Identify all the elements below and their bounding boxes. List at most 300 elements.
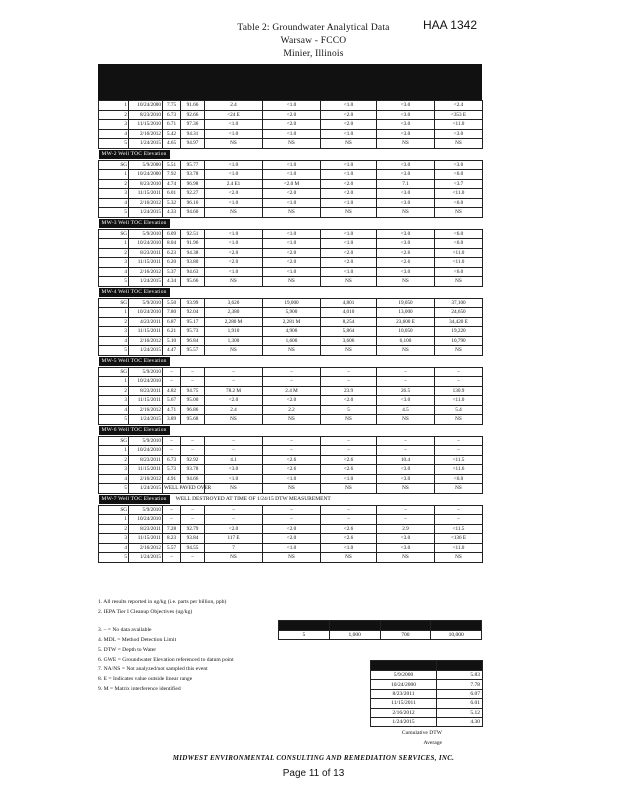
table-cell: 3 bbox=[99, 327, 129, 337]
table-cell: 4 bbox=[99, 474, 129, 484]
table-cell: 2/16/2012 bbox=[129, 405, 163, 415]
table-cell: – bbox=[435, 436, 483, 446]
cumulative-dtw-label: Cumulative DTW bbox=[401, 730, 442, 736]
table-cell: 2.4 bbox=[205, 405, 263, 415]
dtw-date: 11/15/2011 bbox=[371, 699, 437, 708]
table-cell: – bbox=[435, 446, 483, 456]
table-cell: 4,010 bbox=[321, 308, 377, 318]
table-cell: 95.73 bbox=[181, 327, 205, 337]
table-cell: 2/16/2012 bbox=[129, 336, 163, 346]
table-cell: 6.73 bbox=[163, 455, 181, 465]
table-cell: – bbox=[163, 377, 181, 387]
table-cell: 2 bbox=[99, 386, 129, 396]
table-cell: <3.0 bbox=[435, 129, 483, 139]
table-cell: <2.6 bbox=[321, 465, 377, 475]
table-cell: 92.92 bbox=[181, 455, 205, 465]
table-cell: 117 E bbox=[205, 534, 263, 544]
table-cell: <2.0 bbox=[321, 120, 377, 130]
table-cell: NS bbox=[321, 277, 377, 287]
table-cell: 6.73 bbox=[163, 110, 181, 120]
table-cell: – bbox=[263, 515, 321, 525]
table-cell: – bbox=[181, 367, 205, 377]
table-cell: – bbox=[181, 515, 205, 525]
table-row bbox=[99, 465, 483, 475]
table-cell: <2.6 bbox=[263, 455, 321, 465]
table-cell: <2.0 bbox=[321, 248, 377, 258]
dtw-value: 4.30 bbox=[437, 717, 483, 726]
table-cell: 5/9/2000 bbox=[129, 160, 163, 170]
table-cell: 8/23/2010 bbox=[129, 179, 163, 189]
table-row bbox=[99, 367, 483, 377]
table-cell: 6.87 bbox=[163, 317, 181, 327]
note-9: 9. M = Matrix interference identified bbox=[98, 685, 181, 692]
well-header-row bbox=[99, 286, 483, 298]
table-cell: NS bbox=[205, 553, 263, 563]
table-cell: 4/23/2011 bbox=[129, 317, 163, 327]
well-label: MW-6 Well TOC Elevation bbox=[99, 426, 170, 435]
table-cell: <1.0 bbox=[321, 229, 377, 239]
table-cell: – bbox=[181, 553, 205, 563]
table-cell: – bbox=[321, 515, 377, 525]
table-cell: 5 bbox=[321, 405, 377, 415]
table-cell: 95.17 bbox=[181, 317, 205, 327]
table-cell: <6.0 bbox=[435, 239, 483, 249]
table-cell: <3.0 bbox=[377, 101, 435, 111]
table-cell: <2.0 bbox=[321, 258, 377, 268]
table-cell: 5.50 bbox=[163, 298, 181, 308]
table-cell: SG bbox=[99, 367, 129, 377]
table-cell: 5 bbox=[99, 553, 129, 563]
title-line-1: Table 2: Groundwater Analytical Data bbox=[237, 23, 390, 33]
table-cell: – bbox=[263, 367, 321, 377]
table-cell: – bbox=[321, 436, 377, 446]
table-cell: <3.0 bbox=[435, 160, 483, 170]
table-cell: 26.5 bbox=[377, 386, 435, 396]
table-cell: 93.78 bbox=[181, 465, 205, 475]
table-cell: 5 bbox=[99, 346, 129, 356]
table-row bbox=[99, 455, 483, 465]
table-cell: NS bbox=[435, 553, 483, 563]
table-row bbox=[99, 277, 483, 287]
table-cell: 2.4 M bbox=[263, 386, 321, 396]
table-row bbox=[99, 405, 483, 415]
table-cell: 92.79 bbox=[181, 524, 205, 534]
table-cell: 1/24/2015 bbox=[129, 346, 163, 356]
table-cell: 5 bbox=[99, 415, 129, 425]
table-cell: <3.0 bbox=[377, 267, 435, 277]
table-cell: <2.0 bbox=[263, 120, 321, 130]
table-cell: NS bbox=[263, 415, 321, 425]
table-cell: 95.77 bbox=[181, 160, 205, 170]
table-cell: NS bbox=[435, 139, 483, 149]
table-cell: 10,050 bbox=[377, 327, 435, 337]
table-cell: 7.92 bbox=[163, 170, 181, 180]
table-row bbox=[99, 229, 483, 239]
objective-value: 10,000 bbox=[431, 631, 482, 640]
table-row bbox=[99, 101, 483, 111]
table-cell: 4.34 bbox=[163, 277, 181, 287]
table-cell: 94.55 bbox=[181, 543, 205, 553]
well-label: MW-3 Well TOC Elevation bbox=[99, 219, 170, 228]
table-cell: <1.0 bbox=[321, 170, 377, 180]
table-cell: 96.86 bbox=[181, 405, 205, 415]
table-cell: 7.80 bbox=[163, 308, 181, 318]
table-cell: <6.0 bbox=[435, 267, 483, 277]
table-cell: <1.0 bbox=[321, 160, 377, 170]
table-cell: <11.0 bbox=[435, 120, 483, 130]
well-header-row bbox=[99, 493, 483, 505]
table-cell: 4.82 bbox=[163, 386, 181, 396]
table-cell: 10.4 bbox=[377, 455, 435, 465]
table-cell: 34,420 E bbox=[435, 317, 483, 327]
table-cell: 4.47 bbox=[163, 346, 181, 356]
table-cell: 10/24/2010 bbox=[129, 446, 163, 456]
well-label: MW-4 Well TOC Elevation bbox=[99, 288, 170, 297]
table-cell: 5/9/2010 bbox=[129, 505, 163, 515]
table-cell: <1.0 bbox=[321, 474, 377, 484]
page-number: Page 11 of 13 bbox=[282, 768, 345, 779]
table-row bbox=[99, 160, 483, 170]
table-row bbox=[99, 415, 483, 425]
table-row bbox=[99, 446, 483, 456]
table-row bbox=[99, 308, 483, 318]
table-cell: NS bbox=[205, 208, 263, 218]
dtw-date: 1/24/2015 bbox=[371, 717, 437, 726]
table-cell: 11/15/2011 bbox=[129, 465, 163, 475]
cleanup-objectives-table bbox=[278, 620, 482, 640]
table-cell: 94.75 bbox=[181, 386, 205, 396]
table-cell: 7 bbox=[205, 543, 263, 553]
table-row bbox=[99, 515, 483, 525]
table-cell: 93.78 bbox=[181, 170, 205, 180]
table-cell: 4.65 bbox=[163, 139, 181, 149]
table-cell: <1.0 bbox=[263, 543, 321, 553]
table-cell: <11.0 bbox=[435, 258, 483, 268]
table-cell: – bbox=[435, 367, 483, 377]
well-header-row bbox=[99, 148, 483, 160]
table-cell: 1 bbox=[99, 239, 129, 249]
table-cell: <2.0 bbox=[263, 248, 321, 258]
well-header-row bbox=[99, 217, 483, 229]
table-cell: NS bbox=[435, 415, 483, 425]
table-cell: NS bbox=[263, 139, 321, 149]
table-cell: 5 bbox=[99, 484, 129, 494]
table-cell: <11.5 bbox=[435, 455, 483, 465]
table-row bbox=[99, 258, 483, 268]
table-cell: – bbox=[321, 446, 377, 456]
table-cell: <3.0 bbox=[205, 465, 263, 475]
table-cell: – bbox=[205, 446, 263, 456]
table-cell: <1.0 bbox=[263, 198, 321, 208]
table-cell: NS bbox=[321, 208, 377, 218]
table-cell: – bbox=[163, 367, 181, 377]
table-cell: WELL PAVED OVER bbox=[164, 485, 212, 492]
table-cell: – bbox=[205, 367, 263, 377]
table-cell: 5.42 bbox=[163, 129, 181, 139]
table-row bbox=[99, 336, 483, 346]
table-cell: NS bbox=[263, 553, 321, 563]
table-cell: <11.0 bbox=[435, 543, 483, 553]
dtw-row bbox=[371, 689, 483, 698]
table-cell: <2.6 bbox=[321, 455, 377, 465]
table-cell: 6.09 bbox=[163, 229, 181, 239]
table-cell: 94.31 bbox=[181, 129, 205, 139]
table-cell: <1.0 bbox=[321, 129, 377, 139]
dtw-row bbox=[371, 680, 483, 689]
table-cell: <1.0 bbox=[321, 101, 377, 111]
table-cell: 10/24/2010 bbox=[129, 308, 163, 318]
table-cell: – bbox=[321, 367, 377, 377]
table-cell: – bbox=[263, 436, 321, 446]
table-cell: <2.0 bbox=[205, 248, 263, 258]
table-cell: 8/23/2011 bbox=[129, 455, 163, 465]
table-cell: 1 bbox=[99, 101, 129, 111]
table-cell: 5.73 bbox=[163, 465, 181, 475]
table-cell: <2.0 bbox=[321, 110, 377, 120]
table-cell: NS bbox=[205, 139, 263, 149]
table-cell: 5.51 bbox=[163, 160, 181, 170]
table-cell: <11.5 bbox=[435, 524, 483, 534]
table-cell: 95.00 bbox=[181, 396, 205, 406]
table-cell: <1.0 bbox=[205, 267, 263, 277]
table-cell: 2 bbox=[99, 317, 129, 327]
table-cell: <2.0 bbox=[205, 189, 263, 199]
table-cell: <3.0 bbox=[377, 170, 435, 180]
title-line-2: Warsaw - FCCO bbox=[280, 36, 347, 46]
table-cell: NS bbox=[263, 346, 321, 356]
table-cell: 5.32 bbox=[163, 198, 181, 208]
table-cell: 1/24/2015 bbox=[129, 277, 163, 287]
table-cell: SG bbox=[99, 505, 129, 515]
table-cell: – bbox=[163, 505, 181, 515]
table-cell: 37,100 bbox=[435, 298, 483, 308]
table-cell: 2,280 M bbox=[205, 317, 263, 327]
table-cell: <3.0 bbox=[377, 534, 435, 544]
table-cell: <1.0 bbox=[263, 267, 321, 277]
table-cell: 91.96 bbox=[181, 239, 205, 249]
table-cell: <136 E bbox=[435, 534, 483, 544]
table-cell: 10/24/2010 bbox=[129, 239, 163, 249]
table-cell: <3.0 bbox=[377, 465, 435, 475]
groundwater-data-table bbox=[98, 100, 483, 563]
column-header-bar bbox=[98, 64, 482, 100]
table-cell: 1/24/2015 bbox=[129, 484, 163, 494]
notes-block bbox=[98, 598, 234, 694]
table-row bbox=[99, 524, 483, 534]
table-row bbox=[99, 484, 483, 494]
average-label: Average bbox=[423, 740, 442, 746]
table-cell: <2.0 M bbox=[263, 179, 321, 189]
table-cell: 4,900 bbox=[263, 327, 321, 337]
table-cell: 1 bbox=[99, 515, 129, 525]
table-cell: <1.0 bbox=[263, 101, 321, 111]
objective-value: 700 bbox=[380, 631, 431, 640]
note-5: 5. DTW = Depth to Water bbox=[98, 646, 157, 653]
table-cell: 96.16 bbox=[181, 198, 205, 208]
table-cell: 78.2 M bbox=[205, 386, 263, 396]
table-cell: <6.0 bbox=[435, 170, 483, 180]
table-cell: 7.1 bbox=[377, 179, 435, 189]
table-cell: <3.0 bbox=[377, 120, 435, 130]
table-cell: <3.0 bbox=[377, 396, 435, 406]
table-cell: 2.4 bbox=[205, 101, 263, 111]
table-cell: 2/16/2012 bbox=[129, 267, 163, 277]
table-cell: <2.0 bbox=[263, 524, 321, 534]
table-cell: <3.0 bbox=[377, 229, 435, 239]
table-cell: 6.71 bbox=[163, 120, 181, 130]
table-cell: NS bbox=[321, 346, 377, 356]
table-cell: – bbox=[205, 505, 263, 515]
table-cell: – bbox=[321, 377, 377, 387]
table-cell: <3.0 bbox=[377, 543, 435, 553]
table-cell: 92.27 bbox=[181, 189, 205, 199]
table-cell: – bbox=[377, 515, 435, 525]
table-cell: – bbox=[205, 436, 263, 446]
title-line-3: Minier, Illinois bbox=[283, 49, 344, 59]
table-cell: – bbox=[263, 377, 321, 387]
table-cell: 5/9/2010 bbox=[129, 229, 163, 239]
table-cell: 2/16/2012 bbox=[129, 543, 163, 553]
dtw-date: 2/16/2012 bbox=[371, 708, 437, 717]
table-cell: <3.0 bbox=[377, 239, 435, 249]
table-cell: – bbox=[377, 446, 435, 456]
dtw-row bbox=[371, 717, 483, 726]
table-row bbox=[99, 248, 483, 258]
table-cell: <11.0 bbox=[435, 248, 483, 258]
table-cell: 2,380 bbox=[205, 308, 263, 318]
table-cell: – bbox=[377, 436, 435, 446]
table-cell: – bbox=[435, 377, 483, 387]
table-cell: 3,606 bbox=[321, 336, 377, 346]
table-cell: <1.0 bbox=[263, 474, 321, 484]
table-cell: 2 bbox=[99, 110, 129, 120]
table-cell: <2.0 bbox=[205, 258, 263, 268]
table-cell: 5.37 bbox=[163, 267, 181, 277]
objective-value: 1,000 bbox=[329, 631, 380, 640]
table-row bbox=[99, 534, 483, 544]
table-cell: NS bbox=[321, 139, 377, 149]
table-row bbox=[99, 317, 483, 327]
table-cell: 94.97 bbox=[181, 139, 205, 149]
table-cell: 1/24/2015 bbox=[129, 208, 163, 218]
table-cell: – bbox=[435, 505, 483, 515]
table-cell: 7.28 bbox=[163, 524, 181, 534]
table-cell: 8/23/2011 bbox=[129, 524, 163, 534]
table-row bbox=[99, 239, 483, 249]
table-cell: 23.9 bbox=[321, 386, 377, 396]
table-cell: NS bbox=[377, 208, 435, 218]
well-label: MW-7 Well TOC Elevation bbox=[99, 495, 170, 504]
table-cell: NS bbox=[377, 415, 435, 425]
table-cell: 8/23/2010 bbox=[129, 110, 163, 120]
table-cell: 8.04 bbox=[163, 239, 181, 249]
table-cell: 6,100 bbox=[377, 336, 435, 346]
table-cell: 3.89 bbox=[163, 415, 181, 425]
table-cell: 3 bbox=[99, 258, 129, 268]
table-cell: <1.0 bbox=[205, 198, 263, 208]
table-cell: NS bbox=[321, 484, 377, 494]
table-cell: 1,600 bbox=[263, 336, 321, 346]
table-cell: <1.0 bbox=[263, 229, 321, 239]
table-cell: 1/24/2015 bbox=[129, 139, 163, 149]
table-cell: NS bbox=[321, 553, 377, 563]
table-cell: <1.0 bbox=[205, 239, 263, 249]
table-cell: SG bbox=[99, 160, 129, 170]
table-cell: 2 bbox=[99, 248, 129, 258]
table-cell: <1.0 bbox=[205, 129, 263, 139]
objective-value: 5 bbox=[279, 631, 330, 640]
table-cell: – bbox=[321, 505, 377, 515]
dtw-value: 7.78 bbox=[437, 680, 483, 689]
table-cell: – bbox=[377, 367, 435, 377]
table-cell: 2 bbox=[99, 455, 129, 465]
table-cell: <1.0 bbox=[205, 120, 263, 130]
table-cell: – bbox=[377, 377, 435, 387]
table-cell: 3 bbox=[99, 189, 129, 199]
table-cell: <11.0 bbox=[435, 189, 483, 199]
table-cell: NS bbox=[435, 346, 483, 356]
table-cell: NS bbox=[377, 346, 435, 356]
table-cell: <353 E bbox=[435, 110, 483, 120]
table-row bbox=[99, 436, 483, 446]
table-cell: <2.0 bbox=[321, 179, 377, 189]
table-cell: 1 bbox=[99, 377, 129, 387]
table-cell: 4.71 bbox=[163, 405, 181, 415]
table-cell: <3.0 bbox=[377, 189, 435, 199]
table-cell: 8.23 bbox=[163, 534, 181, 544]
table-cell: <3.7 bbox=[435, 179, 483, 189]
table-cell: – bbox=[163, 436, 181, 446]
dtw-row bbox=[371, 699, 483, 708]
table-row bbox=[99, 170, 483, 180]
table-cell: <1.0 bbox=[205, 229, 263, 239]
table-cell: 2.4 E1 bbox=[205, 179, 263, 189]
table-cell: 11/15/2011 bbox=[129, 396, 163, 406]
table-cell: 5/9/2010 bbox=[129, 367, 163, 377]
table-row bbox=[99, 120, 483, 130]
table-cell: 92.04 bbox=[181, 308, 205, 318]
table-cell: 2 bbox=[99, 524, 129, 534]
table-cell: 5/9/2010 bbox=[129, 298, 163, 308]
table-row bbox=[99, 396, 483, 406]
table-cell: NS bbox=[377, 139, 435, 149]
table-cell: 19,050 bbox=[377, 298, 435, 308]
table-cell: NS bbox=[205, 484, 263, 494]
table-cell: <1.0 bbox=[263, 239, 321, 249]
table-cell: 19,000 bbox=[263, 298, 321, 308]
table-cell: 2/16/2012 bbox=[129, 198, 163, 208]
table-cell: NS bbox=[263, 208, 321, 218]
table-cell: NS bbox=[435, 208, 483, 218]
table-cell: <6.0 bbox=[435, 198, 483, 208]
table-cell: – bbox=[263, 505, 321, 515]
table-cell: 93.99 bbox=[181, 298, 205, 308]
note-2: 2. IEPA Tier I Cleanup Objectives (ug/kg) bbox=[98, 608, 193, 615]
table-cell: 4 bbox=[99, 267, 129, 277]
table-cell: 130.9 bbox=[435, 386, 483, 396]
company-footer: MIDWEST ENVIRONMENTAL CONSULTING AND REMEDIATION SERVICES, INC. bbox=[172, 754, 455, 762]
table-cell: <1.0 bbox=[321, 198, 377, 208]
table-cell: <24 E bbox=[205, 110, 263, 120]
table-row bbox=[99, 474, 483, 484]
note-6: 6. GWE = Groundwater Elevation referenced to datum point bbox=[98, 656, 234, 663]
table-cell: NS bbox=[263, 277, 321, 287]
table-cell: SG bbox=[99, 229, 129, 239]
table-cell: <1.0 bbox=[263, 170, 321, 180]
table-row bbox=[99, 327, 483, 337]
well-header-row bbox=[99, 424, 483, 436]
table-cell: 5 bbox=[99, 208, 129, 218]
